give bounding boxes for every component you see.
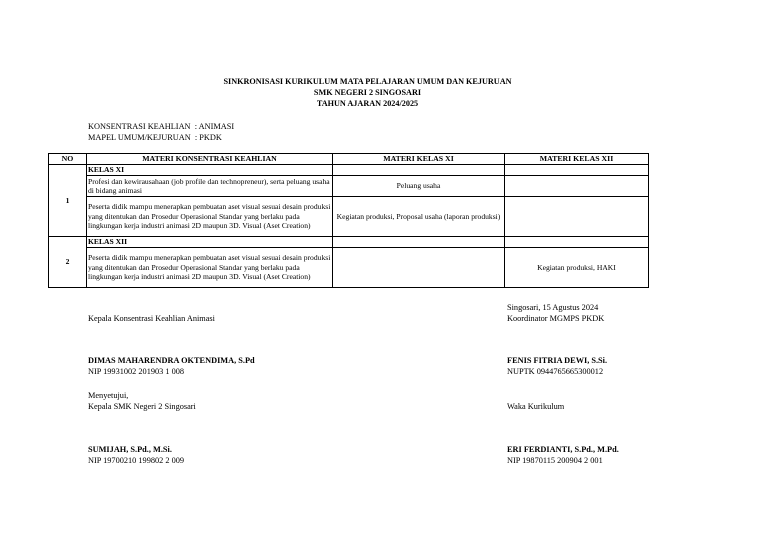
meta-konsentrasi: KONSENTRASI KEAHLIAN : ANIMASI bbox=[88, 122, 235, 131]
header-year: TAHUN AJARAN 2024/2025 bbox=[316, 99, 419, 108]
empty-cell bbox=[333, 165, 505, 176]
left-signatory-id-1: NIP 19931002 201903 1 008 bbox=[88, 367, 185, 376]
header-title: SINKRONISASI KURIKULUM MATA PELAJARAN UMUM DAN KEJURUAN bbox=[223, 77, 512, 86]
header-kelas-xi: MATERI KELAS XI bbox=[333, 154, 505, 165]
document-header bbox=[0, 76, 735, 109]
row-number: 1 bbox=[49, 165, 87, 237]
table-row bbox=[49, 165, 649, 176]
header-school: SMK NEGERI 2 SINGOSARI bbox=[313, 88, 422, 97]
sync-table bbox=[48, 153, 649, 288]
left-role-1: Kepala Konsentrasi Keahlian Animasi bbox=[88, 314, 215, 323]
left-signatory-name-2: SUMIJAH, S.Pd., M.Si. bbox=[88, 445, 172, 454]
left-signatory-name-1: DIMAS MAHARENDRA OKTENDIMA, S.Pd bbox=[88, 356, 255, 365]
kelas-xii-cell: Kegiatan produksi, HAKI bbox=[505, 248, 649, 288]
left-role-2: Kepala SMK Negeri 2 Singosari bbox=[88, 402, 196, 411]
header-materi: MATERI KONSENTRASI KEAHLIAN bbox=[87, 154, 333, 165]
row-number: 2 bbox=[49, 237, 87, 288]
right-signatory-id-1: NUPTK 0944765665300012 bbox=[507, 367, 604, 376]
meta-mapel: MAPEL UMUM/KEJURUAN : PKDK bbox=[88, 133, 222, 142]
kelas-xii-cell bbox=[505, 176, 649, 197]
kelas-xii-cell bbox=[505, 197, 649, 237]
table-row bbox=[49, 197, 649, 237]
table-row bbox=[49, 176, 649, 197]
materi-cell: Profesi dan kewirausahaan (job profile dan technopreneur), serta peluang usaha di bidang animasi bbox=[87, 176, 333, 197]
approval-label: Menyetujui, bbox=[88, 391, 129, 400]
kelas-xi-cell: Peluang usaha bbox=[333, 176, 505, 197]
right-role-2: Waka Kurikulum bbox=[507, 402, 565, 411]
empty-cell bbox=[333, 237, 505, 248]
right-signatory-name-2: ERI FERDIANTI, S.Pd., M.Pd. bbox=[507, 445, 619, 454]
empty-cell bbox=[505, 237, 649, 248]
header-no: NO bbox=[49, 154, 87, 165]
kelas-label: KELAS XI bbox=[87, 165, 333, 176]
kelas-label: KELAS XII bbox=[87, 237, 333, 248]
materi-cell: Peserta didik mampu menerapkan pembuatan aset visual sesuai desain produksi yang ditentukan dan Prosedur Operasional Standar yang berlaku pada lingkungan kerja industri animasi 2D maupun 3D. Visual (Aset Creation) bbox=[87, 248, 333, 288]
kelas-xi-cell bbox=[333, 248, 505, 288]
materi-cell: Peserta didik mampu menerapkan pembuatan aset visual sesuai desain produksi yang ditentukan dan Prosedur Operasional Standar yang berlaku pada lingkungan kerja industri animasi 2D maupun 3D. Visual (Aset Creation) bbox=[87, 197, 333, 237]
left-signatory-id-2: NIP 19700210 199802 2 009 bbox=[88, 456, 185, 465]
place-date: Singosari, 15 Agustus 2024 bbox=[507, 303, 599, 312]
document-meta bbox=[88, 121, 234, 143]
header-kelas-xii: MATERI KELAS XII bbox=[505, 154, 649, 165]
right-signatory-id-2: NIP 19870115 200904 2 001 bbox=[507, 456, 603, 465]
table-row bbox=[49, 237, 649, 248]
table-header-row bbox=[49, 154, 649, 165]
right-role-1: Koordinator MGMPS PKDK bbox=[507, 314, 605, 323]
empty-cell bbox=[505, 165, 649, 176]
table-row bbox=[49, 248, 649, 288]
right-signatory-name-1: FENIS FITRIA DEWI, S.Si. bbox=[507, 356, 608, 365]
kelas-xi-cell: Kegiatan produksi, Proposal usaha (laporan produksi) bbox=[333, 197, 505, 237]
